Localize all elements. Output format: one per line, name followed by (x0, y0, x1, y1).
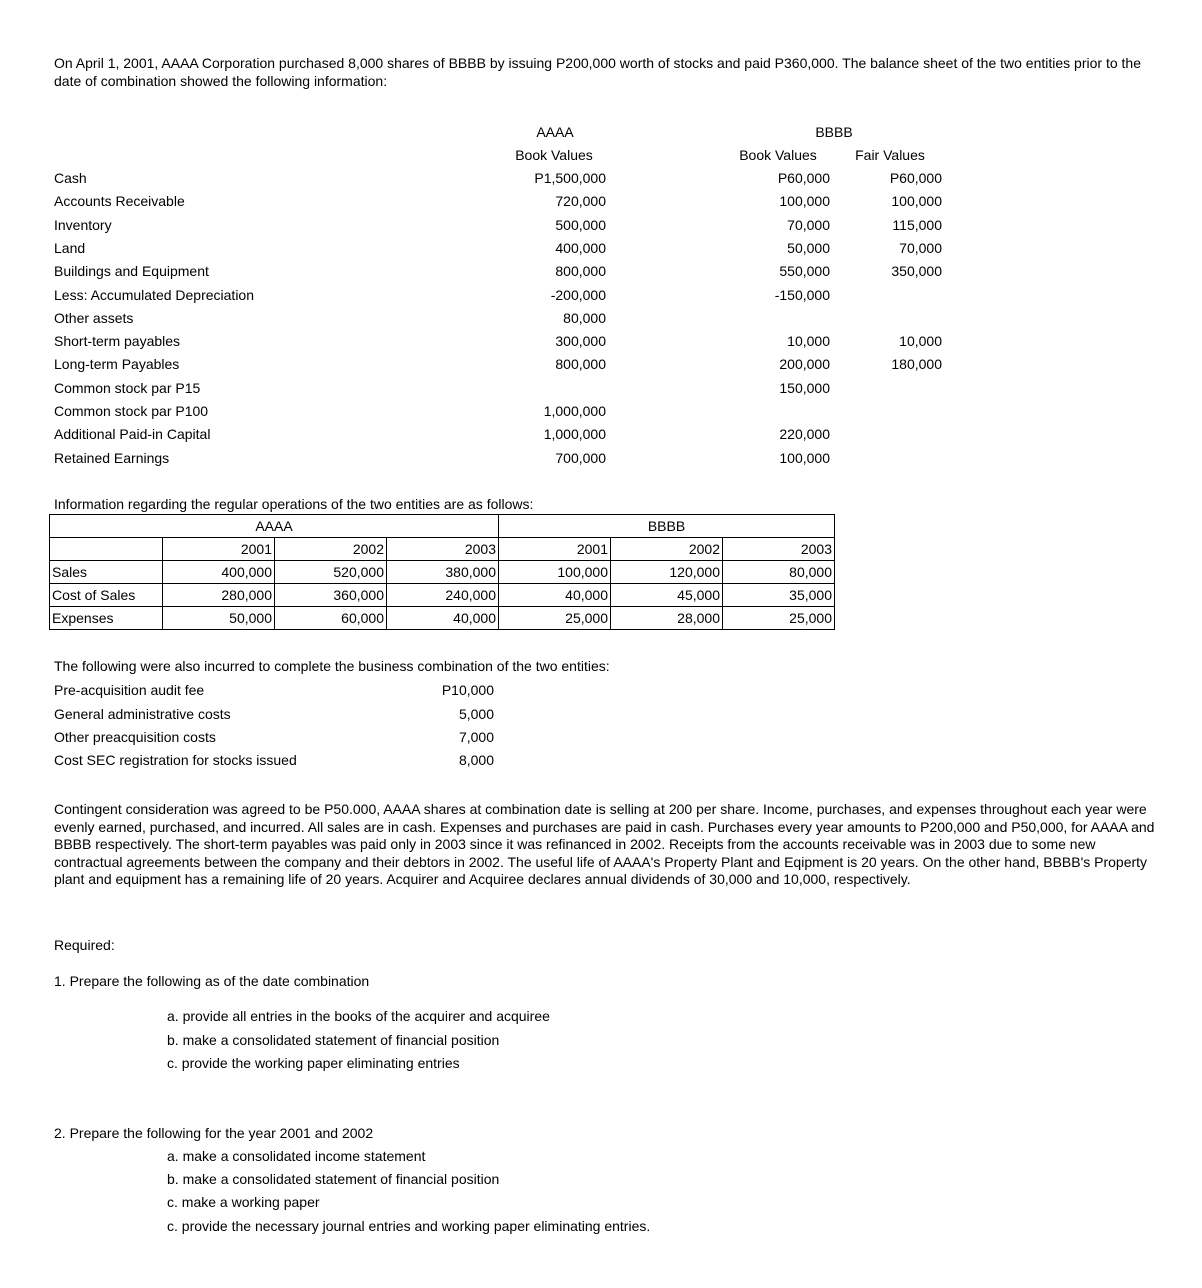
ops-group-bbbb: BBBB (499, 515, 835, 538)
ops-year: 2001 (499, 538, 611, 561)
question-2-item: b. make a consolidated statement of financial position (167, 1171, 500, 1187)
cost-value: P10,000 (441, 682, 494, 698)
bs-bbbb-book: 10,000 (787, 333, 830, 349)
ops-row (50, 561, 835, 584)
cost-label: General administrative costs (54, 706, 231, 722)
bs-bbbb-book: 70,000 (787, 217, 830, 233)
ops-row-label: Cost of Sales (50, 584, 163, 607)
ops-year: 2003 (723, 538, 835, 561)
bs-aaaa-value: 300,000 (555, 333, 606, 349)
ops-row-label: Sales (50, 561, 163, 584)
ops-cell: 360,000 (275, 584, 387, 607)
bs-bbbb-book: 550,000 (779, 263, 830, 279)
bs-aaaa-value: 80,000 (563, 310, 606, 326)
ops-cell: 60,000 (275, 607, 387, 630)
sub-bbbb-fair-values: Fair Values (855, 147, 925, 163)
question-2-item: a. make a consolidated income statement (167, 1148, 426, 1164)
bs-bbbb-fair: 10,000 (899, 333, 942, 349)
ops-corner-cell (50, 538, 163, 561)
bs-label: Common stock par P15 (54, 380, 201, 396)
bs-aaaa-value: 800,000 (555, 356, 606, 372)
operations-intro: Information regarding the regular operations of the two entities are as follows: (54, 496, 534, 512)
bs-aaaa-value: 700,000 (555, 450, 606, 466)
bs-aaaa-value: 720,000 (555, 193, 606, 209)
ops-year: 2002 (611, 538, 723, 561)
ops-year: 2003 (387, 538, 499, 561)
ops-cell: 28,000 (611, 607, 723, 630)
ops-row (50, 584, 835, 607)
bs-label: Common stock par P100 (54, 403, 209, 419)
bs-aaaa-value: 400,000 (555, 240, 606, 256)
bs-bbbb-book: 50,000 (787, 240, 830, 256)
bs-bbbb-fair: 350,000 (891, 263, 942, 279)
question-1: 1. Prepare the following as of the date combination (54, 973, 370, 989)
cost-value: 8,000 (458, 752, 494, 768)
intro-paragraph: On April 1, 2001, AAAA Corporation purchased 8,000 shares of BBBB by issuing P200,000 worth of stocks and paid P360,000. The balance sheet of the two entities prior to the date of combination showed the following information: (54, 55, 1141, 89)
header-bbbb: BBBB (815, 124, 853, 140)
sub-bbbb-book-values: Book Values (739, 147, 817, 163)
bs-label: Land (54, 240, 86, 256)
question-2-item: c. make a working paper (167, 1194, 320, 1210)
bs-label: Short-term payables (54, 333, 181, 349)
cost-label: Pre-acquisition audit fee (54, 682, 205, 698)
ops-cell: 400,000 (163, 561, 275, 584)
bs-bbbb-fair: P60,000 (889, 170, 942, 186)
bs-label: Buildings and Equipment (54, 263, 209, 279)
bs-bbbb-fair: 100,000 (891, 193, 942, 209)
ops-cell: 25,000 (723, 607, 835, 630)
question-2-item: c. provide the necessary journal entries and working paper eliminating entries. (167, 1218, 651, 1234)
costs-intro: The following were also incurred to complete the business combination of the two entities: (54, 658, 610, 674)
required-heading: Required: (54, 937, 115, 953)
bs-label: Inventory (54, 217, 112, 233)
ops-cell: 25,000 (499, 607, 611, 630)
cost-value: 7,000 (458, 729, 494, 745)
ops-group-aaaa: AAAA (50, 515, 499, 538)
ops-cell: 380,000 (387, 561, 499, 584)
ops-cell: 80,000 (723, 561, 835, 584)
bs-bbbb-fair: 70,000 (899, 240, 942, 256)
bs-aaaa-value: -200,000 (550, 287, 606, 303)
contingent-paragraph: Contingent consideration was agreed to be P50.000, AAAA shares at combination date is selling at 200 per share. Income, purchases, and expenses throughout each year were evenly earned, purchased, and incurred. All sales are in cash. Expenses and purchases are paid in cash. Purchases every year amounts to P200,000 and P50,000, for AAAA and BBBB respectively. The short-term payables was paid only in 2003 since it was refinanced in 2002. Receipts from the accounts receivable was in 2003 due to some new contractual agreements between the company and their debtors in 2002. The useful life of AAAA's Property Plant and Eqipment is 20 years. On the other hand, BBBB's Property plant and equipment has a remaining life of 20 years. Acquirer and Acquiree declares annual dividends of 30,000 and 10,000, respectively. (54, 801, 1155, 887)
ops-cell: 40,000 (499, 584, 611, 607)
bs-bbbb-book: 220,000 (779, 426, 830, 442)
ops-cell: 240,000 (387, 584, 499, 607)
bs-aaaa-value: 1,000,000 (543, 403, 606, 419)
ops-cell: 35,000 (723, 584, 835, 607)
question-1-item: b. make a consolidated statement of financial position (167, 1032, 500, 1048)
ops-row-label: Expenses (50, 607, 163, 630)
bs-bbbb-fair: 115,000 (892, 217, 942, 233)
cost-label: Other preacquisition costs (54, 729, 216, 745)
bs-bbbb-book: 100,000 (779, 450, 830, 466)
bs-aaaa-value: 800,000 (555, 263, 606, 279)
bs-bbbb-book: P60,000 (777, 170, 830, 186)
bs-label: Retained Earnings (54, 450, 170, 466)
ops-cell: 120,000 (611, 561, 723, 584)
operations-table (49, 514, 835, 630)
bs-label: Accounts Receivable (54, 193, 185, 209)
cost-value: 5,000 (458, 706, 494, 722)
ops-year: 2001 (163, 538, 275, 561)
ops-year-row (50, 538, 835, 561)
bs-label: Less: Accumulated Depreciation (54, 287, 254, 303)
bs-label: Cash (54, 170, 87, 186)
ops-cell: 50,000 (163, 607, 275, 630)
bs-aaaa-value: 500,000 (555, 217, 606, 233)
bs-bbbb-fair: 180,000 (891, 356, 942, 372)
ops-group-row (50, 515, 835, 538)
bs-label: Additional Paid-in Capital (54, 426, 211, 442)
bs-label: Long-term Payables (54, 356, 180, 372)
ops-cell: 100,000 (499, 561, 611, 584)
ops-cell: 520,000 (275, 561, 387, 584)
bs-label: Other assets (54, 310, 134, 326)
ops-year: 2002 (275, 538, 387, 561)
bs-bbbb-book: 100,000 (779, 193, 830, 209)
question-2: 2. Prepare the following for the year 2001 and 2002 (54, 1125, 374, 1141)
bs-bbbb-book: 150,000 (779, 380, 830, 396)
bs-bbbb-book: -150,000 (774, 287, 830, 303)
ops-row (50, 607, 835, 630)
ops-cell: 45,000 (611, 584, 723, 607)
cost-label: Cost SEC registration for stocks issued (54, 752, 297, 768)
bs-aaaa-value: P1,500,000 (534, 170, 606, 186)
ops-cell: 40,000 (387, 607, 499, 630)
ops-cell: 280,000 (163, 584, 275, 607)
question-1-item: a. provide all entries in the books of the acquirer and acquiree (167, 1008, 550, 1024)
header-aaaa: AAAA (536, 124, 574, 140)
sub-aaaa-book-values: Book Values (515, 147, 593, 163)
bs-bbbb-book: 200,000 (779, 356, 830, 372)
bs-aaaa-value: 1,000,000 (543, 426, 606, 442)
question-1-item: c. provide the working paper eliminating entries (167, 1055, 460, 1071)
